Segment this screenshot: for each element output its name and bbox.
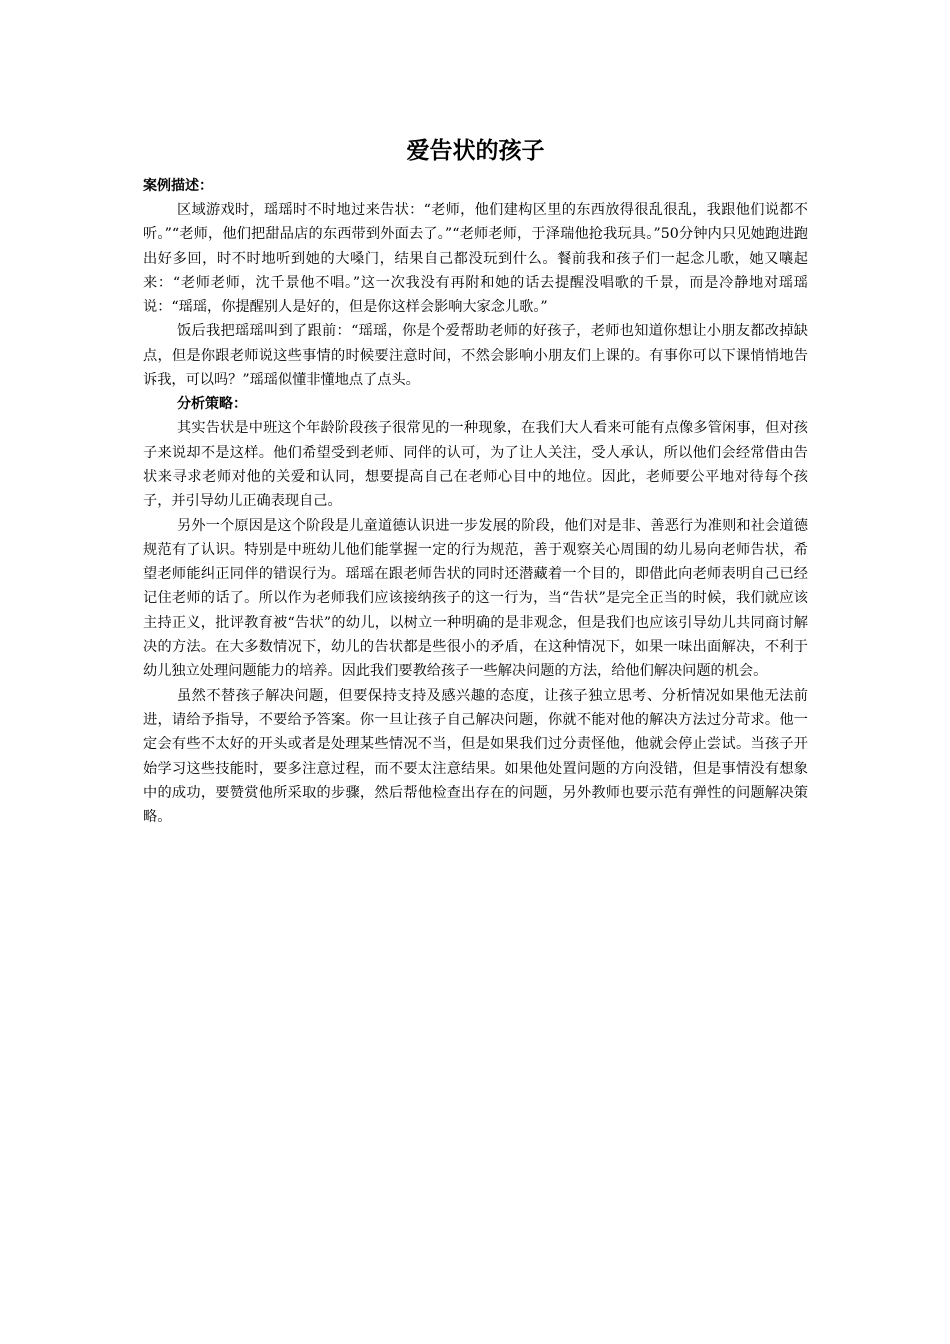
paragraph: 另外一个原因是这个阶段是儿童道德认识进一步发展的阶段，他们对是非、善恶行为准则和社会道德规范有了认识。特别是中班幼儿他们能掌握一定的行为规范，善于观察关心周围的幼儿易向老师告状，希望老师能纠正同伴的错误行为。瑶瑶在跟老师告状的同时还潜藏着一个目的，即借此向老师表明自己已经记住老师的话了。所以作为老师我们应该接纳孩子的这一行为，当“告状”是完全正当的时候，我们就应该主持正义，批评教育被“告状”的幼儿，以树立一种明确的是非观念，但是我们也应该引导幼儿共同商讨解决的方法。在大多数情况下，幼儿的告状都是些很小的矛盾，在这种情况下，如果一味出面解决，不利于幼儿独立处理问题能力的培养。因此我们要教给孩子一些解决问题的方法，给他们解决问题的机会。	[143, 517, 808, 680]
document-body	[143, 130, 808, 829]
paragraph: 饭后我把瑶瑶叫到了跟前：“瑶瑶，你是个爱帮助老师的好孩子，老师也知道你想让小朋友都改掉缺点，但是你跟老师说这些事情的时候要注意时间，不然会影响小朋友们上课的。有事你可以下课悄悄地告诉我，可以吗？”瑶瑶似懂非懂地点了点头。	[143, 323, 808, 389]
paragraph: 其实告状是中班这个年龄阶段孩子很常见的一种现象，在我们大人看来可能有点像多管闲事，但对孩子来说却不是这样。他们希望受到老师、同伴的认可，为了让人关注，受人承认，所以他们会经常借由告状来寻求老师对他的关爱和认同，想要提高自己在老师心目中的地位。因此，老师要公平地对待每个孩子，并引导幼儿正确表现自己。	[143, 420, 808, 510]
section-heading-case-description: 案例描述：	[143, 178, 213, 194]
document-title: 爱告状的孩子	[406, 138, 545, 164]
paragraph: 区域游戏时，瑶瑶时不时地过来告状：“老师，他们建构区里的东西放得很乱很乱，我跟他们说都不听。”“老师，他们把甜品店的东西带到外面去了。”“老师老师，于泽瑞他抢我玩具。”50分钟内只见她跑进跑出好多回，时不时地听到她的大嗓门，结果自己都没玩到什么。餐前我和孩子们一起念儿歌，她又嚷起来：“老师老师，沈千景他不唱。”这一次我没有再附和她的话去提醒没唱歌的千景，而是冷静地对瑶瑶说：“瑶瑶，你提醒别人是好的，但是你这样会影响大家念儿歌。”	[143, 202, 808, 316]
section-analysis-strategy	[143, 392, 808, 829]
section-heading-analysis-strategy: 分析策略：	[177, 396, 247, 413]
paragraph: 虽然不替孩子解决问题，但要保持支持及感兴趣的态度，让孩子独立思考、分析情况如果他无法前进，请给予指导，不要给予答案。你一旦让孩子自己解决问题，你就不能对他的解决方法过分苛求。他一定会有些不太好的开头或者是处理某些情况不当，但是如果我们过分责怪他，他就会停止尝试。当孩子开始学习这些技能时，要多注意过程，而不要太注意结果。如果他处置问题的方向没错，但是事情没有想象中的成功，要赞赏他所采取的步骤，然后帮他检查出存在的问题，另外教师也要示范有弹性的问题解决策略。	[143, 687, 808, 826]
section-case-description	[143, 174, 808, 392]
